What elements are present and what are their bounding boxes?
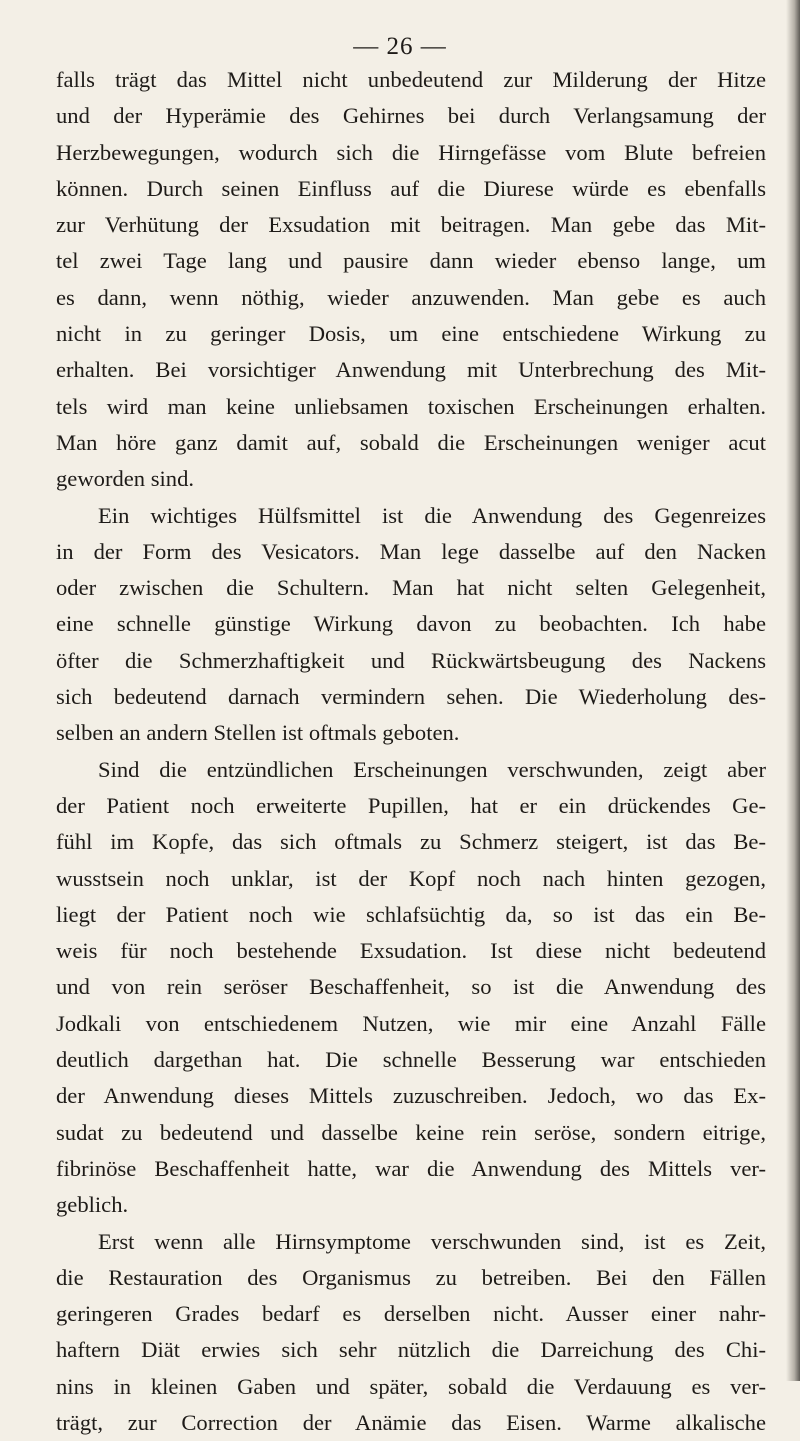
text-line: oder zwischen die Schultern. Man hat nicht selten Gelegenheit, — [56, 575, 766, 601]
text-line: selben an andern Stellen ist oftmals geboten. — [56, 720, 460, 746]
text-line: die Restauration des Organismus zu betreiben. Bei den Fällen — [56, 1264, 766, 1290]
text-line: deutlich dargethan hat. Die schnelle Besserung war entschieden — [56, 1047, 766, 1073]
text-line: der Patient noch erweiterte Pupillen, hat er ein drückendes Ge- — [56, 792, 766, 818]
text-line: fühl im Kopfe, das sich oftmals zu Schmerz steigert, ist das Be- — [56, 829, 766, 855]
text-line: Sind die entzündlichen Erscheinungen verschwunden, zeigt aber — [98, 756, 766, 782]
text-line: tels wird man keine unliebsamen toxischen Erscheinungen erhalten. — [56, 393, 766, 419]
text-line: haftern Diät erwies sich sehr nützlich die Darreichung des Chi- — [56, 1337, 766, 1363]
text-line: und der Hyperämie des Gehirnes bei durch Verlangsamung der — [56, 103, 766, 129]
text-line: tel zwei Tage lang und pausire dann wieder ebenso lange, um — [56, 248, 766, 274]
text-line: zur Verhütung der Exsudation mit beitragen. Man gebe das Mit- — [56, 212, 766, 238]
text-line: Jodkali von entschiedenem Nutzen, wie mir eine Anzahl Fälle — [56, 1010, 766, 1036]
text-line: und von rein seröser Beschaffenheit, so ist die Anwendung des — [56, 974, 766, 1000]
text-line: nicht in zu geringer Dosis, um eine entschiedene Wirkung zu — [56, 321, 766, 347]
text-line: können. Durch seinen Einfluss auf die Diurese würde es ebenfalls — [56, 175, 766, 201]
text-line: wusstsein noch unklar, ist der Kopf noch nach hinten gezogen, — [56, 865, 766, 891]
text-line: Herzbewegungen, wodurch sich die Hirngefässe vom Blute befreien — [56, 139, 766, 165]
text-line: Erst wenn alle Hirnsymptome verschwunden sind, ist es Zeit, — [98, 1228, 766, 1254]
text-line: nins in kleinen Gaben und später, sobald die Verdauung es ver- — [56, 1373, 766, 1399]
text-line: der Anwendung dieses Mittels zuzuschreiben. Jedoch, wo das Ex- — [56, 1083, 766, 1109]
text-line: öfter die Schmerzhaftigkeit und Rückwärtsbeugung des Nackens — [56, 647, 766, 673]
text-line: sich bedeutend darnach vermindern sehen. Die Wiederholung des- — [56, 684, 766, 710]
text-line: trägt, zur Correction der Anämie das Eisen. Warme alkalische — [56, 1409, 766, 1435]
page-edge-shadow — [786, 0, 800, 1381]
body-text — [56, 62, 766, 1441]
text-line: fibrinöse Beschaffenheit hatte, war die Anwendung des Mittels ver- — [56, 1155, 766, 1181]
text-line: geringeren Grades bedarf es derselben nicht. Ausser einer nahr- — [56, 1301, 766, 1327]
text-line: Man höre ganz damit auf, sobald die Erscheinungen weniger acut — [56, 429, 766, 455]
text-line: weis für noch bestehende Exsudation. Ist diese nicht bedeutend — [56, 938, 766, 964]
text-line: in der Form des Vesicators. Man lege dasselbe auf den Nacken — [56, 538, 766, 564]
text-line: es dann, wenn nöthig, wieder anzuwenden. Man gebe es auch — [56, 284, 766, 310]
text-line: erhalten. Bei vorsichtiger Anwendung mit Unterbrechung des Mit- — [56, 357, 766, 383]
text-line: geblich. — [56, 1192, 129, 1218]
text-line: Ein wichtiges Hülfsmittel ist die Anwendung des Gegenreizes — [98, 502, 766, 528]
text-line: geworden sind. — [56, 466, 195, 492]
text-line: liegt der Patient noch wie schlafsüchtig da, so ist das ein Be- — [56, 901, 766, 927]
text-line: eine schnelle günstige Wirkung davon zu beobachten. Ich habe — [56, 611, 766, 637]
page-number: — 26 — — [353, 33, 447, 60]
text-line: falls trägt das Mittel nicht unbedeutend zur Milderung der Hitze — [56, 67, 766, 92]
text-line: sudat zu bedeutend und dasselbe keine rein seröse, sondern eitrige, — [56, 1119, 766, 1145]
